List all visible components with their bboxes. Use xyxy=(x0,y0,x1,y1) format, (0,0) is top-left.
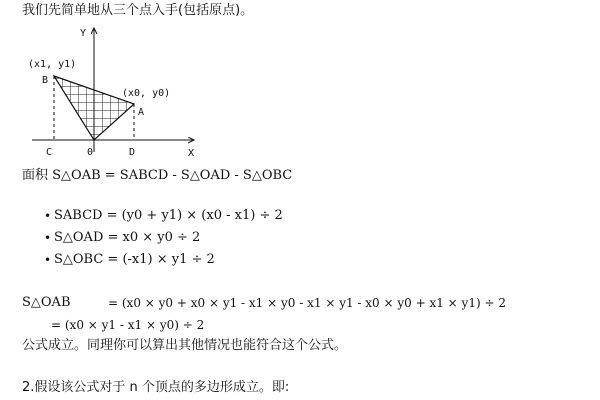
bullet-1: SABCD = (y0 + y1) × (x0 - x1) ÷ 2 xyxy=(54,208,283,223)
coord-b: (x1, y1) xyxy=(28,59,77,70)
bullet-dot-1: • xyxy=(44,209,52,223)
bullet-2: S△OAD = x0 × y0 ÷ 2 xyxy=(54,230,201,245)
coord-a: (x0, y0) xyxy=(122,88,171,99)
label-c: C xyxy=(46,147,53,158)
label-b: B xyxy=(42,75,49,86)
formula-line-1: = (x0 × y0 + x0 × y1 - x1 × y0 - x1 × y1 - x0 × y0 + x1 × y1) ÷ 2 xyxy=(108,296,506,310)
bullet-dot-3: • xyxy=(44,253,52,267)
bullet-dot-2: • xyxy=(44,231,52,245)
label-d: D xyxy=(129,147,136,158)
label-a: A xyxy=(138,107,145,118)
intro-text: 我们先简单地从三个点入手(包括原点)。 xyxy=(22,3,254,18)
area-line: 面积 S△OAB = SABCD - S△OAD - S△OBC xyxy=(22,168,293,183)
label-origin: 0 xyxy=(87,147,94,158)
formula-label: S△OAB xyxy=(22,295,71,310)
label-y: Y xyxy=(80,28,87,39)
label-x: X xyxy=(188,148,195,159)
formula-line-2: = (x0 × y1 - x1 × y0) ÷ 2 xyxy=(51,318,205,332)
coordinate-diagram xyxy=(22,22,222,162)
conclusion-text: 公式成立。同理你可以算出其他情况也能符合这个公式。 xyxy=(22,338,348,353)
bullet-3: S△OBC = (-x1) × y1 ÷ 2 xyxy=(54,252,215,267)
step-2-text: 2.假设该公式对于 n 个顶点的多边形成立。即: xyxy=(22,380,290,395)
